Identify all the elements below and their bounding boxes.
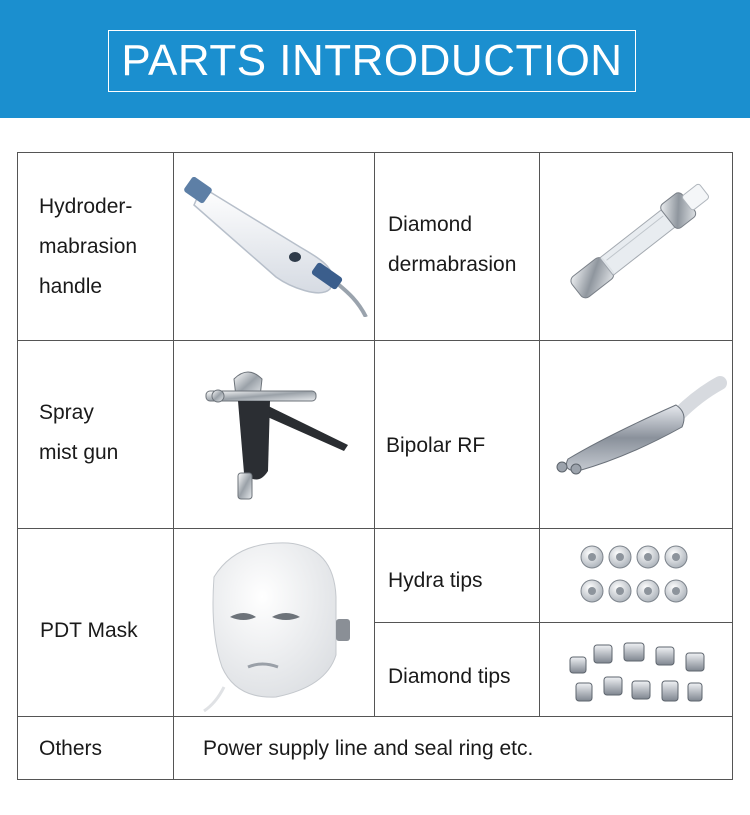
diamond-dermabrasion-wand-icon — [550, 167, 726, 317]
label-cell-pdt — [17, 528, 174, 717]
label-cell-hydro — [17, 152, 174, 341]
image-cell-hydro — [173, 152, 375, 341]
hydra-tips-icon — [576, 541, 696, 611]
diamond-tips-label: Diamond tips — [388, 665, 511, 688]
label-cell-diamond-tips — [374, 622, 540, 717]
label-cell-diamond — [374, 152, 540, 341]
hydrodermabrasion-handle-icon — [180, 177, 372, 317]
spray-gun-icon — [198, 361, 358, 511]
bipolar-rf-handpiece-icon — [548, 375, 728, 485]
hydra-tips-label: Hydra tips — [388, 569, 483, 592]
image-cell-bipolar — [539, 340, 733, 529]
image-cell-hydra-tips — [539, 528, 733, 623]
others-description: Power supply line and seal ring etc. — [203, 737, 534, 760]
others-desc-cell — [173, 716, 733, 780]
others-label: Others — [39, 737, 103, 760]
label-cell-spray — [17, 340, 174, 529]
image-cell-spray — [173, 340, 375, 529]
image-cell-pdt — [173, 528, 375, 717]
label-cell-bipolar — [374, 340, 540, 529]
bipolar-label: Bipolar RF — [386, 434, 486, 457]
diamond-tips-icon — [564, 637, 714, 707]
diamond-label: Diamond dermabrasion — [388, 213, 517, 276]
spray-label: Spray mist gun — [39, 401, 119, 464]
pdt-led-mask-icon — [196, 537, 360, 713]
page-title: PARTS INTRODUCTION — [121, 36, 623, 85]
label-cell-hydra-tips — [374, 528, 540, 623]
hydro-label: Hydroder- mabrasion handle — [39, 195, 138, 298]
image-cell-diamond — [539, 152, 733, 341]
label-cell-others — [17, 716, 174, 780]
image-cell-diamond-tips — [539, 622, 733, 717]
pdt-label: PDT Mask — [40, 619, 138, 642]
